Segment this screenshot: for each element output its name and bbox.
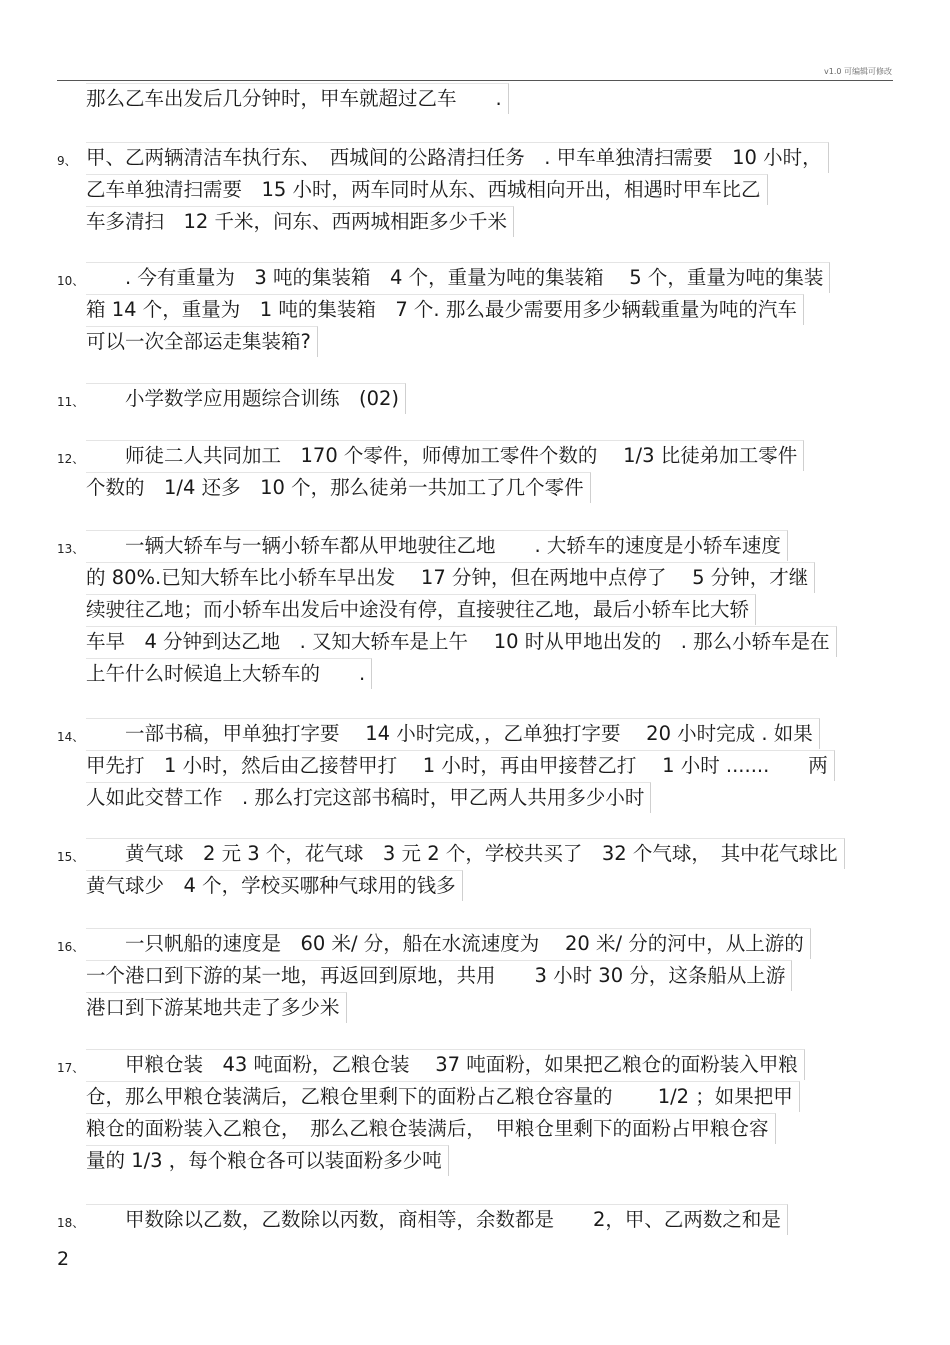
question-text-line: 箱 14 个，重量为 1 吨的集装箱 7 个. 那么最少需要用多少辆载重量为吨的汽车 xyxy=(86,294,804,325)
question-number: 12、 xyxy=(57,452,85,466)
question-text-line: 仓，那么甲粮仓装满后，乙粮仓里剩下的面粉占乙粮仓容量的 1/2 ；如果把甲 xyxy=(86,1081,800,1112)
question-number: 11、 xyxy=(57,395,85,409)
question-text-line: 小学数学应用题综合训练 (02) xyxy=(86,383,406,414)
question-text-line: 一只帆船的速度是 60 米/ 分，船在水流速度为 20 米/ 分的河中，从上游的 xyxy=(86,928,811,959)
question-text-line: 的 80%.已知大轿车比小轿车早出发 17 分钟，但在两地中点停了 5 分钟，才继 xyxy=(86,562,815,593)
question-text-line: 车多清扫 12 千米，问东、西两城相距多少千米 xyxy=(86,206,514,237)
question-number: 18、 xyxy=(57,1216,85,1230)
question-number: 10、 xyxy=(57,274,85,288)
question-text-line: 人如此交替工作 . 那么打完这部书稿时，甲乙两人共用多少小时 xyxy=(86,782,651,813)
question-text-line: 可以一次全部运走集装箱? xyxy=(86,326,318,357)
question-text-line: 黄气球 2 元 3 个，花气球 3 元 2 个，学校共买了 32 个气球， 其中花气球比 xyxy=(86,838,845,869)
question-number: 17、 xyxy=(57,1061,85,1075)
question-text-line: 上午什么时候追上大轿车的 . xyxy=(86,658,372,689)
question-number: 13、 xyxy=(57,542,85,556)
question-text-line: . 今有重量为 3 吨的集装箱 4 个，重量为吨的集装箱 5 个，重量为吨的集装 xyxy=(86,262,830,293)
question-text-line: 一个港口到下游的某一地，再返回到原地，共用 3 小时 30 分，这条船从上游 xyxy=(86,960,792,991)
question-text-line: 甲粮仓装 43 吨面粉，乙粮仓装 37 吨面粉，如果把乙粮仓的面粉装入甲粮 xyxy=(86,1049,805,1080)
header-version-note: v1.0 可编辑可修改 xyxy=(824,67,892,76)
question-text-line: 甲、乙两辆清洁车执行东、 西城间的公路清扫任务 . 甲车单独清扫需要 10 小时， xyxy=(86,142,829,173)
page-number: 2 xyxy=(57,1248,70,1270)
question-number: 16、 xyxy=(57,940,85,954)
question-text-line: 那么乙车出发后几分钟时，甲车就超过乙车 . xyxy=(86,83,509,114)
question-text-line: 一辆大轿车与一辆小轿车都从甲地驶往乙地 . 大轿车的速度是小轿车速度 xyxy=(86,530,788,561)
question-text-line: 乙车单独清扫需要 15 小时，两车同时从东、西城相向开出，相遇时甲车比乙 xyxy=(86,174,768,205)
question-text-line: 师徒二人共同加工 170 个零件，师傅加工零件个数的 1/3 比徒弟加工零件 xyxy=(86,440,804,471)
question-text-line: 续驶往乙地；而小轿车出发后中途没有停，直接驶往乙地，最后小轿车比大轿 xyxy=(86,594,756,625)
question-number: 14、 xyxy=(57,730,85,744)
question-text-line: 黄气球少 4 个，学校买哪种气球用的钱多 xyxy=(86,870,463,901)
question-number: 15、 xyxy=(57,850,85,864)
question-text-line: 粮仓的面粉装入乙粮仓， 那么乙粮仓装满后， 甲粮仓里剩下的面粉占甲粮仓容 xyxy=(86,1113,776,1144)
question-text-line: 甲数除以乙数，乙数除以丙数，商相等，余数都是 2，甲、乙两数之和是 xyxy=(86,1204,788,1235)
question-text-line: 车早 4 分钟到达乙地 . 又知大轿车是上午 10 时从甲地出发的 . 那么小轿车是在 xyxy=(86,626,837,657)
question-text-line: 一部书稿，甲单独打字要 14 小时完成，，乙单独打字要 20 小时完成 . 如果 xyxy=(86,718,820,749)
question-text-line: 量的 1/3 ，每个粮仓各可以装面粉多少吨 xyxy=(86,1145,449,1176)
question-text-line: 个数的 1/4 还多 10 个，那么徒弟一共加工了几个零件 xyxy=(86,472,591,503)
header-rule xyxy=(57,80,893,81)
question-number: 9、 xyxy=(57,154,77,168)
question-text-line: 甲先打 1 小时，然后由乙接替甲打 1 小时，再由甲接替乙打 1 小时 ....... 两 xyxy=(86,750,835,781)
question-text-line: 港口到下游某地共走了多少米 xyxy=(86,992,347,1023)
